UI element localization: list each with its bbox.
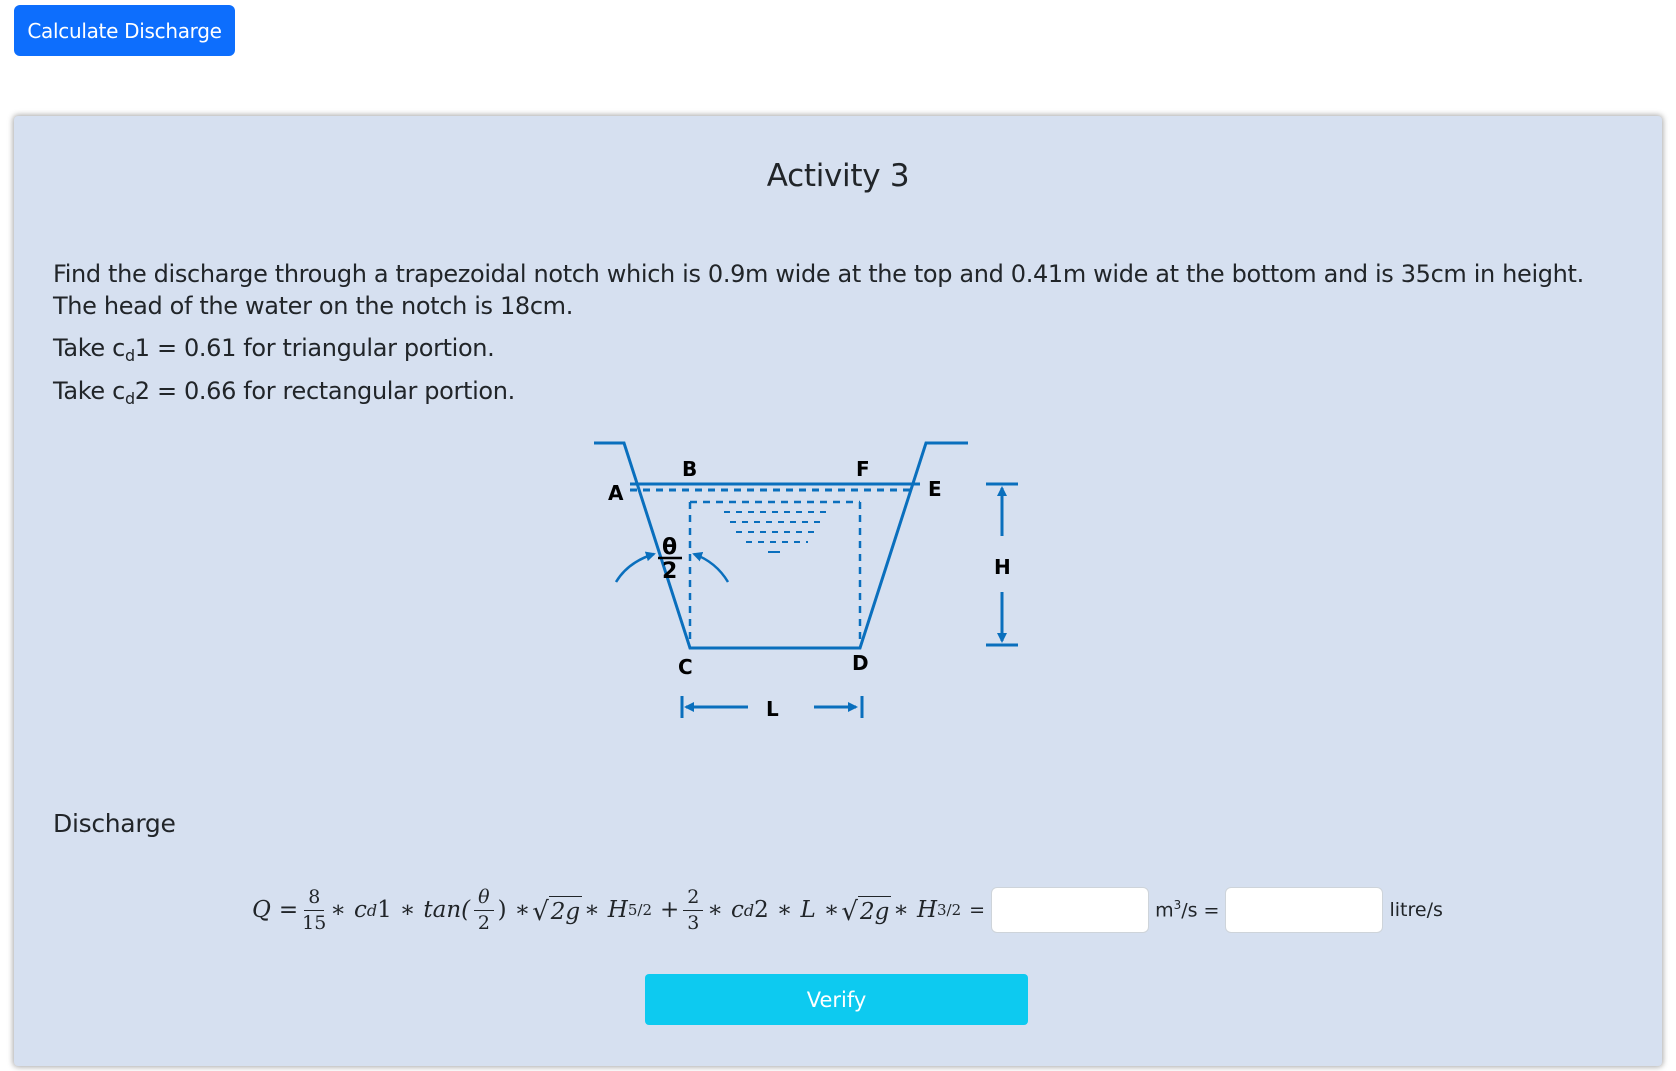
label-f: F bbox=[856, 457, 870, 481]
discharge-m3s-input[interactable] bbox=[991, 887, 1149, 933]
label-e: E bbox=[928, 477, 942, 501]
discharge-label: Discharge bbox=[53, 809, 176, 838]
label-b: B bbox=[682, 457, 698, 481]
activity-card bbox=[14, 116, 1662, 1066]
label-c: C bbox=[678, 655, 693, 679]
label-d: D bbox=[852, 651, 869, 675]
problem-statement: Find the discharge through a trapezoidal notch which is 0.9m wide at the top and 0.41m wide at the bottom and is 35cm in height. The head of the water on the notch is 18cm. bbox=[53, 260, 1584, 320]
verify-button[interactable]: Verify bbox=[645, 974, 1028, 1025]
activity-title: Activity 3 bbox=[766, 158, 910, 194]
angle-arc-left bbox=[616, 554, 654, 582]
discharge-litre-input[interactable] bbox=[1225, 887, 1383, 933]
label-two: 2 bbox=[662, 559, 678, 584]
discharge-formula: Q = $\frac{8}{15}$ ∗ c d 1 ∗ tan( $\frac{\theta}{2}$ ) ∗ √ 2g ∗ H 5/2 + $\frac{2}{3}$ ∗ c d 2 ∗ L ∗ √ 2g ∗ H 3/2 = $m^3/s$ = litre/s bbox=[252, 885, 1443, 934]
label-h: H bbox=[994, 555, 1011, 579]
label-l: L bbox=[766, 697, 779, 721]
angle-arc-right bbox=[694, 554, 728, 582]
label-theta: θ bbox=[662, 535, 678, 560]
calculate-discharge-button[interactable]: Calculate Discharge bbox=[14, 5, 235, 56]
label-a: A bbox=[608, 481, 624, 505]
trapezoidal-notch-diagram bbox=[594, 436, 1074, 736]
notch-outline bbox=[594, 443, 968, 648]
cd2-statement: Take $c_d2 = 0.66$ for rectangular portion. bbox=[53, 377, 515, 408]
unit-m3s: $m^3/s$ = bbox=[1155, 898, 1220, 922]
cd1-statement: Take $c_d1 = 0.61$ for triangular portion. bbox=[53, 334, 495, 365]
unit-litre: litre/s bbox=[1389, 899, 1443, 921]
